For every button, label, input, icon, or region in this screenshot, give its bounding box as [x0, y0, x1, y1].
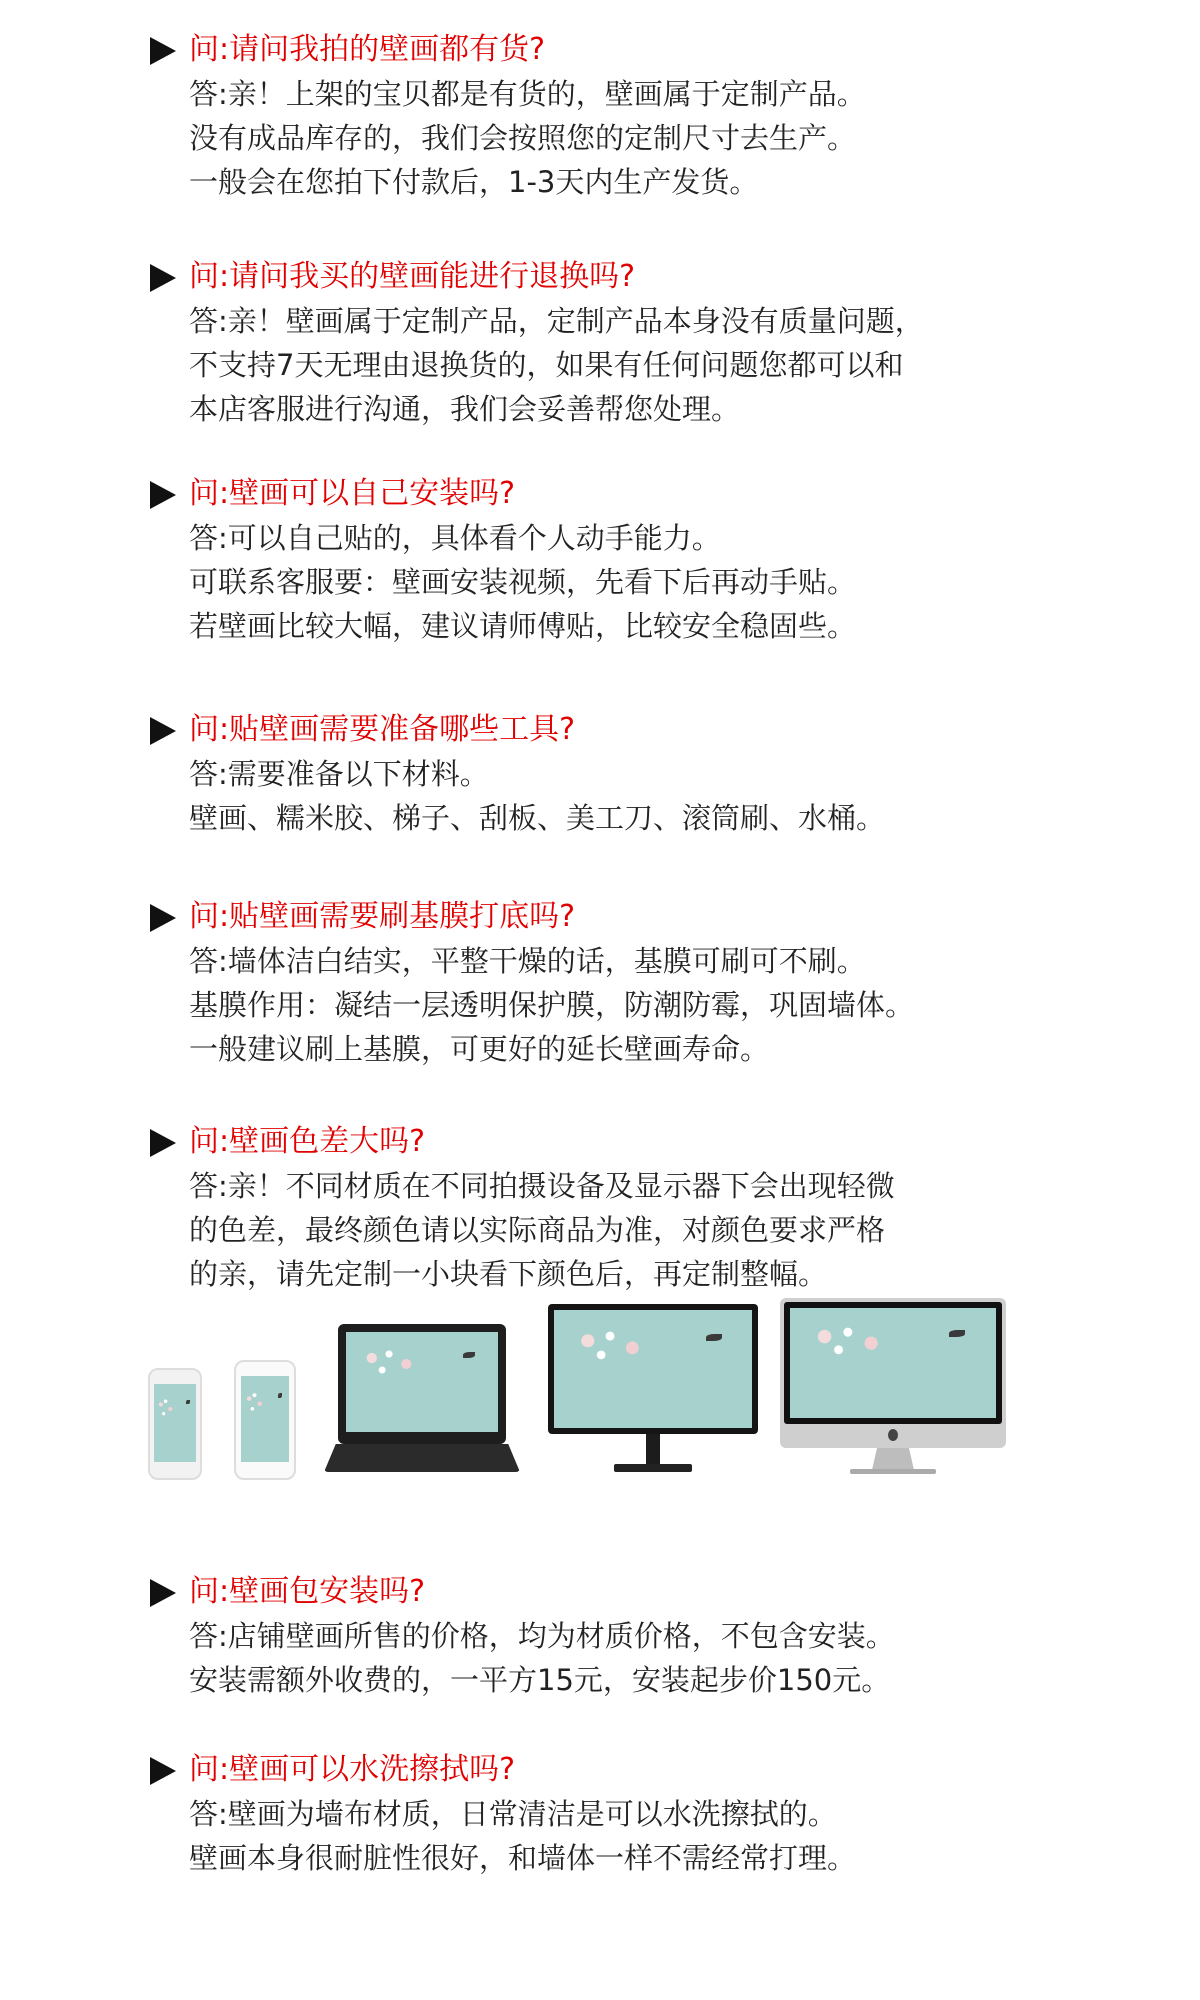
play-arrow-icon: [150, 264, 176, 292]
answer-line: 不支持7天无理由退换货的，如果有任何问题您都可以和: [189, 348, 904, 382]
faq-item: [150, 1570, 1050, 1702]
faq-answer: [150, 1614, 1050, 1702]
play-arrow-icon: [150, 1579, 176, 1607]
apple-logo-icon: [888, 1429, 898, 1441]
faq-answer: [150, 1792, 1050, 1880]
faq-question: 问:请问我拍的壁画都有货?: [189, 32, 546, 67]
play-arrow-icon: [150, 904, 176, 932]
answer-line: 答:墙体洁白结实，平整干燥的话，基膜可刷可不刷。: [189, 944, 866, 978]
play-arrow-icon: [150, 1129, 176, 1157]
faq-answer: [150, 516, 1050, 648]
answer-line: 壁画本身很耐脏性很好，和墙体一样不需经常打理。: [189, 1841, 857, 1875]
answer-line: 若壁画比较大幅，建议请师傅贴，比较安全稳固些。: [189, 609, 857, 643]
answer-line: 答:亲！上架的宝贝都是有货的，壁画属于定制产品。: [189, 77, 866, 111]
answer-line: 答:亲！不同材质在不同拍摄设备及显示器下会出现轻微: [189, 1169, 895, 1203]
play-arrow-icon: [150, 481, 176, 509]
play-arrow-icon: [150, 717, 176, 745]
answer-line: 基膜作用：凝结一层透明保护膜，防潮防霉，巩固墙体。: [189, 988, 915, 1022]
faq-item: [150, 1120, 1050, 1296]
play-arrow-icon: [150, 1757, 176, 1785]
faq-question: 问:请问我买的壁画能进行退换吗?: [189, 259, 636, 294]
faq-question: 问:壁画包安装吗?: [189, 1574, 426, 1609]
device-color-comparison-image: [148, 1298, 1008, 1478]
answer-line: 答:店铺壁画所售的价格，均为材质价格，不包含安装。: [189, 1619, 895, 1653]
faq-question: 问:壁画可以自己安装吗?: [189, 476, 516, 511]
answer-line: 壁画、糯米胶、梯子、刮板、美工刀、滚筒刷、水桶。: [189, 801, 886, 835]
faq-answer: [150, 752, 1050, 840]
answer-line: 的色差，最终颜色请以实际商品为准，对颜色要求严格: [189, 1213, 886, 1247]
faq-item: [150, 1748, 1050, 1880]
answer-line: 答:壁画为墙布材质，日常清洁是可以水洗擦拭的。: [189, 1797, 837, 1831]
faq-item: [150, 895, 1050, 1071]
smartphone-device: [234, 1360, 296, 1480]
answer-line: 一般建议刷上基膜，可更好的延长壁画寿命。: [189, 1032, 770, 1066]
answer-line: 答:可以自己贴的，具体看个人动手能力。: [189, 521, 721, 555]
faq-answer: [150, 939, 1050, 1071]
imac-device: [780, 1298, 1006, 1476]
answer-line: 安装需额外收费的，一平方15元，安装起步价150元。: [189, 1663, 891, 1697]
play-arrow-icon: [150, 37, 176, 65]
faq-answer: [150, 299, 1050, 431]
answer-line: 本店客服进行沟通，我们会妥善帮您处理。: [189, 392, 741, 426]
answer-line: 没有成品库存的，我们会按照您的定制尺寸去生产。: [189, 121, 857, 155]
laptop-device: [324, 1324, 520, 1474]
monitor-device: [548, 1304, 758, 1476]
faq-question: 问:贴壁画需要刷基膜打底吗?: [189, 899, 576, 934]
faq-answer: [150, 1164, 1050, 1296]
answer-line: 可联系客服要：壁画安装视频，先看下后再动手贴。: [189, 565, 857, 599]
faq-question: 问:贴壁画需要准备哪些工具?: [189, 712, 576, 747]
phone-device: [148, 1368, 202, 1480]
answer-line: 答:亲！壁画属于定制产品，定制产品本身没有质量问题，: [189, 304, 924, 338]
faq-item: [150, 255, 1050, 431]
answer-line: 一般会在您拍下付款后，1-3天内生产发货。: [189, 165, 759, 199]
answer-line: 答:需要准备以下材料。: [189, 757, 489, 791]
faq-item: [150, 472, 1050, 648]
faq-item: [150, 28, 1050, 204]
faq-item: [150, 708, 1050, 840]
faq-answer: [150, 72, 1050, 204]
answer-line: 的亲，请先定制一小块看下颜色后，再定制整幅。: [189, 1257, 828, 1291]
faq-question: 问:壁画色差大吗?: [189, 1124, 426, 1159]
faq-question: 问:壁画可以水洗擦拭吗?: [189, 1752, 516, 1787]
